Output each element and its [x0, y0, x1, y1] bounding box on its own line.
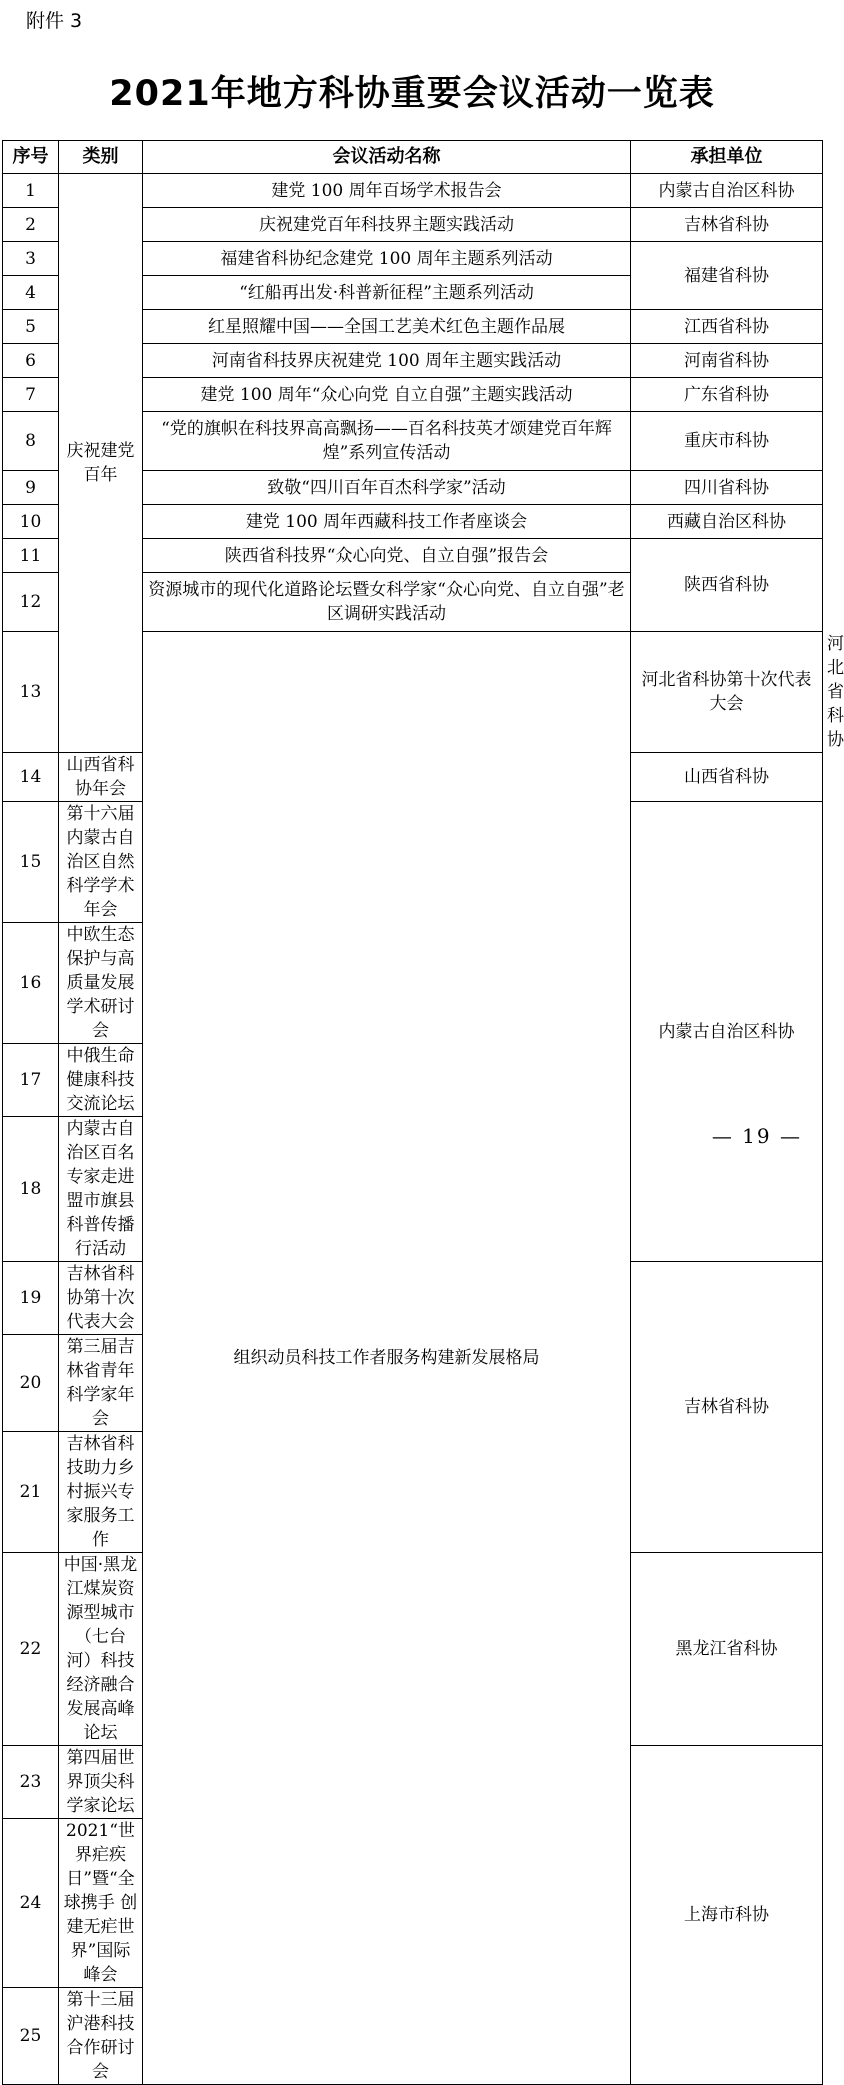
row-name: 第十六届内蒙古自治区自然科学学术年会 — [59, 802, 143, 923]
row-no: 11 — [3, 539, 59, 573]
row-no: 16 — [3, 923, 59, 1044]
row-no: 14 — [3, 753, 59, 802]
row-unit: 吉林省科协 — [631, 1262, 823, 1553]
row-name: 陕西省科技界“众心向党、自立自强”报告会 — [143, 539, 631, 573]
row-name: 2021“世界疟疾日”暨“全球携手 创建无疟世界”国际峰会 — [59, 1819, 143, 1988]
row-no: 6 — [3, 344, 59, 378]
row-name: 山西省科协年会 — [59, 753, 143, 802]
row-no: 24 — [3, 1819, 59, 1988]
row-name: 资源城市的现代化道路论坛暨女科学家“众心向党、自立自强”老区调研实践活动 — [143, 573, 631, 632]
row-name: “红船再出发·科普新征程”主题系列活动 — [143, 276, 631, 310]
meeting-table — [2, 140, 844, 2085]
row-no: 10 — [3, 505, 59, 539]
row-unit: 吉林省科协 — [631, 208, 823, 242]
row-name: 庆祝建党百年科技界主题实践活动 — [143, 208, 631, 242]
row-name: 河北省科协第十次代表大会 — [631, 632, 823, 753]
row-no: 18 — [3, 1117, 59, 1262]
row-no: 4 — [3, 276, 59, 310]
row-no: 7 — [3, 378, 59, 412]
header-unit: 承担单位 — [631, 141, 823, 174]
row-name: 红星照耀中国——全国工艺美术红色主题作品展 — [143, 310, 631, 344]
row-name: 吉林省科协第十次代表大会 — [59, 1262, 143, 1335]
row-no: 25 — [3, 1988, 59, 2085]
row-no: 1 — [3, 174, 59, 208]
row-name: 第三届吉林省青年科学家年会 — [59, 1335, 143, 1432]
row-unit: 江西省科协 — [631, 310, 823, 344]
row-name: 河南省科技界庆祝建党 100 周年主题实践活动 — [143, 344, 631, 378]
attachment-label: 附件 3 — [26, 10, 83, 32]
row-name: 建党 100 周年百场学术报告会 — [143, 174, 631, 208]
row-name: 第四届世界顶尖科学家论坛 — [59, 1746, 143, 1819]
row-unit: 四川省科协 — [631, 471, 823, 505]
row-no: 13 — [3, 632, 59, 753]
row-unit: 山西省科协 — [631, 753, 823, 802]
row-name: 中欧生态保护与高质量发展学术研讨会 — [59, 923, 143, 1044]
row-name: 建党 100 周年“众心向党 自立自强”主题实践活动 — [143, 378, 631, 412]
row-unit: 上海市科协 — [631, 1746, 823, 2085]
category-cell: 庆祝建党百年 — [59, 174, 143, 753]
header-name: 会议活动名称 — [143, 141, 631, 174]
row-unit: 重庆市科协 — [631, 412, 823, 471]
row-name: 中国·黑龙江煤炭资源型城市（七台河）科技经济融合发展高峰论坛 — [59, 1553, 143, 1746]
row-unit: 河南省科协 — [631, 344, 823, 378]
row-no: 23 — [3, 1746, 59, 1819]
row-unit: 内蒙古自治区科协 — [631, 802, 823, 1262]
row-name: 吉林省科技助力乡村振兴专家服务工作 — [59, 1432, 143, 1553]
row-unit: 陕西省科协 — [631, 539, 823, 632]
row-unit: 西藏自治区科协 — [631, 505, 823, 539]
row-no: 22 — [3, 1553, 59, 1746]
row-name: 福建省科协纪念建党 100 周年主题系列活动 — [143, 242, 631, 276]
row-no: 9 — [3, 471, 59, 505]
table-row — [3, 174, 823, 208]
row-name: 第十三届沪港科技合作研讨会 — [59, 1988, 143, 2085]
row-no: 19 — [3, 1262, 59, 1335]
table-header-row — [3, 141, 823, 174]
row-no: 17 — [3, 1044, 59, 1117]
header-category: 类别 — [59, 141, 143, 174]
table-row: 13 组织动员科技工作者服务构建新发展格局 河北省科协第十次代表大会 河北省科协 — [3, 632, 823, 753]
row-name: 致敬“四川百年百杰科学家”活动 — [143, 471, 631, 505]
category-cell: 组织动员科技工作者服务构建新发展格局 — [143, 632, 631, 2085]
row-unit: 广东省科协 — [631, 378, 823, 412]
page-title: 2021年地方科协重要会议活动一览表 — [109, 74, 715, 114]
row-name: 内蒙古自治区百名专家走进盟市旗县科普传播行活动 — [59, 1117, 143, 1262]
row-no: 3 — [3, 242, 59, 276]
row-unit: 黑龙江省科协 — [631, 1553, 823, 1746]
row-no: 12 — [3, 573, 59, 632]
row-unit: 内蒙古自治区科协 — [631, 174, 823, 208]
page-number: — 19 — — [711, 1124, 802, 1148]
row-no: 20 — [3, 1335, 59, 1432]
row-no: 15 — [3, 802, 59, 923]
row-name: 中俄生命健康科技交流论坛 — [59, 1044, 143, 1117]
row-no: 5 — [3, 310, 59, 344]
row-no: 21 — [3, 1432, 59, 1553]
row-no: 8 — [3, 412, 59, 471]
row-no: 2 — [3, 208, 59, 242]
header-no: 序号 — [3, 141, 59, 174]
row-unit: 福建省科协 — [631, 242, 823, 310]
row-name: “党的旗帜在科技界高高飘扬——百名科技英才颂建党百年辉煌”系列宣传活动 — [143, 412, 631, 471]
row-name: 建党 100 周年西藏科技工作者座谈会 — [143, 505, 631, 539]
